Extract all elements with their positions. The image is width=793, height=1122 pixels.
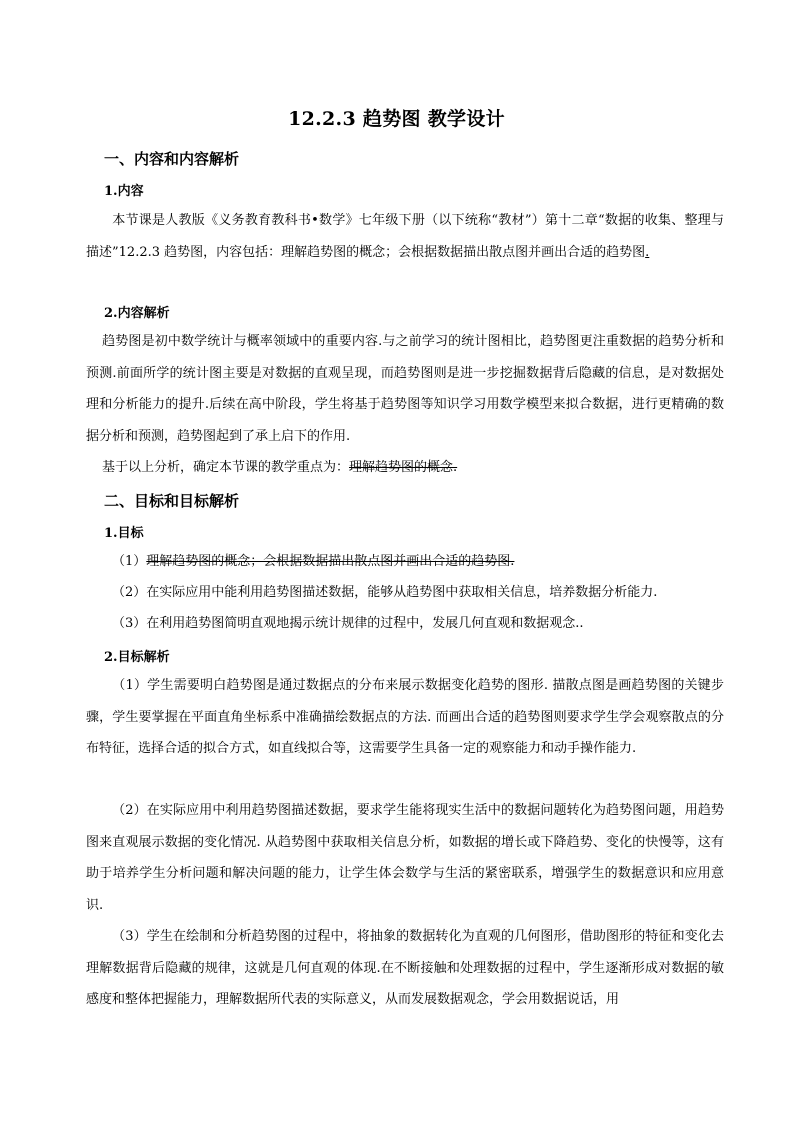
- analysis-3-text: （3）学生在绘制和分析趋势图的过程中，将抽象的数据转化为直观的几何图形，借助图形的特征和变化去理解数据背后隐藏的规律，这就是几何直观的体现.在不断接触和处理数据的过程中，学生逐渐形成对数据的敏感度和整体把握能力，理解数据所代表的实际意义，从而发展数据观念，学会用数据说话，用: [86, 929, 724, 1007]
- analysis-2: [86, 795, 724, 921]
- goal-3: [86, 608, 724, 640]
- focus-prefix: 基于以上分析，确定本节课的教学重点为：: [102, 460, 350, 475]
- section2-heading: 二、目标和目标解析: [104, 492, 240, 510]
- analysis-3: [86, 921, 724, 1016]
- content-paragraph: [86, 205, 724, 268]
- document-title: 12.2.3 趋势图 教学设计: [288, 108, 505, 130]
- content-analysis-text: 趋势图是初中数学统计与概率领域中的重要内容.与之前学习的统计图相比，趋势图更注重数据的趋势分析和预测.前面所学的统计图主要是对数据的直观呈现，而趋势图则是进一步挖掘数据背后隐藏的信息，是对数据处理和分析能力的提升.后续在高中阶段，学生将基于趋势图等知识学习用数学模型来拟合数据，进行更精确的数据分析和预测，趋势图起到了承上启下的作用.: [86, 334, 724, 444]
- content-text-end: .: [645, 244, 650, 260]
- section1-sub1-heading: 1.内容: [104, 184, 144, 199]
- goal-2: [86, 577, 724, 609]
- goal-1-prefix: （1）: [112, 554, 147, 569]
- focus-strike-text: 理解趋势图的概念.: [349, 460, 458, 475]
- section2-sub2-heading: 2.目标解析: [104, 650, 170, 665]
- content-analysis-paragraph: [86, 326, 724, 452]
- analysis-1: [86, 670, 724, 765]
- analysis-2-text: （2）在实际应用中利用趋势图描述数据，要求学生能将现实生活中的数据问题转化为趋势图问题，用趋势图来直观展示数据的变化情况. 从趋势图中获取相关信息分析，如数据的增长或下降趋势、变化的快慢等，这有助于培养学生分析问题和解决问题的能力，让学生体会数学与生活的紧密联系，增强学生的数据意识和应用意识.: [86, 803, 724, 913]
- section1-heading: 一、内容和内容解析: [104, 150, 240, 168]
- content-text: 本节课是人教版《义务教育教科书•数学》七年级下册（以下统称“教材”）第十二章“数据的收集、整理与描述”12.2.3 趋势图，内容包括：理解趋势图的概念；会根据数据描出散点图并画出合适的趋势图: [86, 213, 724, 260]
- goal-1-strike-text: 理解趋势图的概念；会根据数据描出散点图并画出合适的趋势图.: [146, 554, 515, 569]
- section2-sub1-heading: 1.目标: [104, 526, 144, 541]
- goal-1: [86, 546, 724, 578]
- analysis-1-text: （1）学生需要明白趋势图是通过数据点的分布来展示数据变化趋势的图形. 描散点图是画趋势图的关键步骤，学生要掌握在平面直角坐标系中准确描绘数据点的方法. 而画出合适的趋势图则要求学生学会观察散点的分布特征，选择合适的拟合方式，如直线拟合等，这需要学生具备一定的观察能力和动手操作能力.: [86, 678, 724, 756]
- section1-sub2-heading: 2.内容解析: [104, 306, 170, 321]
- goal-2-text: （2）在实际应用中能利用趋势图描述数据，能够从趋势图中获取相关信息，培养数据分析能力.: [112, 585, 658, 600]
- goal-3-text: （3）在利用趋势图简明直观地揭示统计规律的过程中，发展几何直观和数据观念..: [112, 616, 584, 631]
- focus-paragraph: [86, 452, 724, 484]
